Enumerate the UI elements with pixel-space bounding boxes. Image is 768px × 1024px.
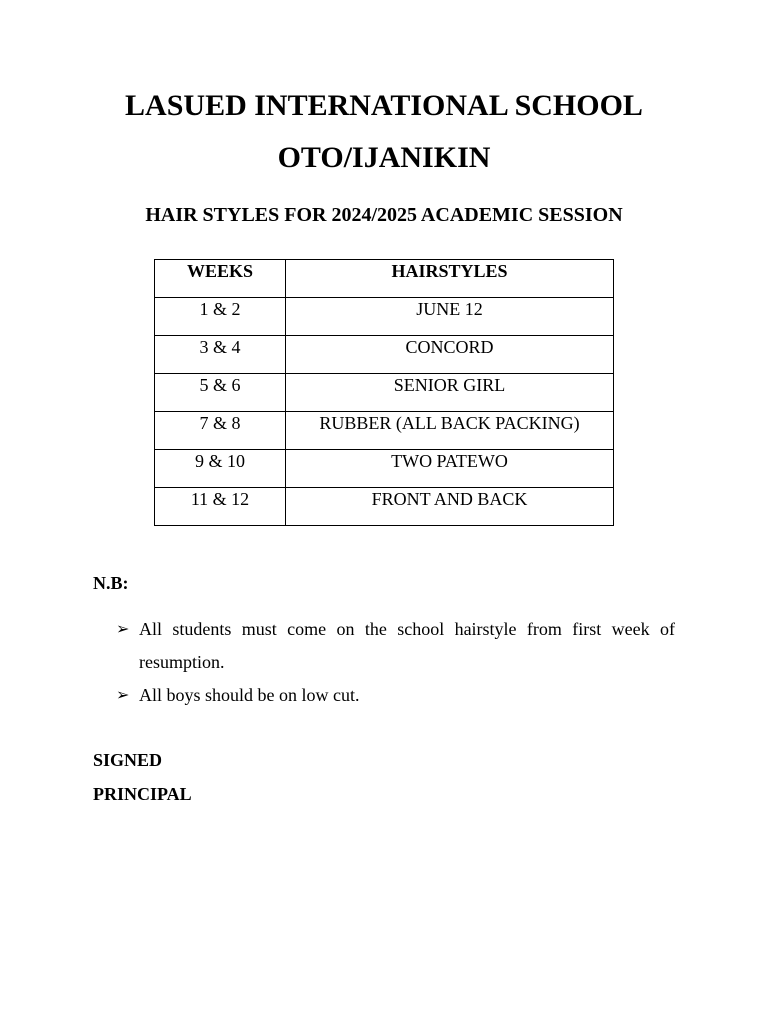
hairstyle-schedule-table: [154, 259, 614, 526]
weeks-cell: 7 & 8: [155, 412, 286, 450]
note-text: All students must come on the school hairstyle from first week of resumption.: [139, 619, 675, 672]
hairstyle-cell: RUBBER (ALL BACK PACKING): [286, 412, 614, 450]
list-item: [93, 679, 675, 712]
weeks-cell: 9 & 10: [155, 450, 286, 488]
school-name-line1: LASUED INTERNATIONAL SCHOOL: [125, 89, 643, 122]
hairstyle-cell: JUNE 12: [286, 298, 614, 336]
weeks-cell: 5 & 6: [155, 374, 286, 412]
hairstyle-cell: TWO PATEWO: [286, 450, 614, 488]
weeks-cell: 11 & 12: [155, 488, 286, 526]
weeks-cell: 3 & 4: [155, 336, 286, 374]
table-header-row: [155, 260, 614, 298]
hairstyle-cell: CONCORD: [286, 336, 614, 374]
notes-list: [93, 613, 675, 712]
table-row: [155, 336, 614, 374]
table-row: [155, 488, 614, 526]
nb-label: N.B:: [93, 573, 129, 593]
hairstyle-cell: FRONT AND BACK: [286, 488, 614, 526]
weeks-cell: 1 & 2: [155, 298, 286, 336]
note-text: All boys should be on low cut.: [139, 685, 360, 705]
principal-label: PRINCIPAL: [93, 784, 192, 804]
hairstyle-cell: SENIOR GIRL: [286, 374, 614, 412]
column-header-weeks: WEEKS: [155, 260, 286, 298]
column-header-hairstyles: HAIRSTYLES: [286, 260, 614, 298]
school-name-line2: OTO/IJANIKIN: [277, 141, 491, 174]
arrow-bullet-icon: ➢: [116, 687, 130, 704]
table-row: [155, 412, 614, 450]
table-row: [155, 450, 614, 488]
list-item: [93, 613, 675, 679]
table-row: [155, 374, 614, 412]
document-subtitle: HAIR STYLES FOR 2024/2025 ACADEMIC SESSION: [145, 204, 623, 226]
signed-label: SIGNED: [93, 750, 163, 770]
table-row: [155, 298, 614, 336]
arrow-bullet-icon: ➢: [116, 621, 130, 638]
